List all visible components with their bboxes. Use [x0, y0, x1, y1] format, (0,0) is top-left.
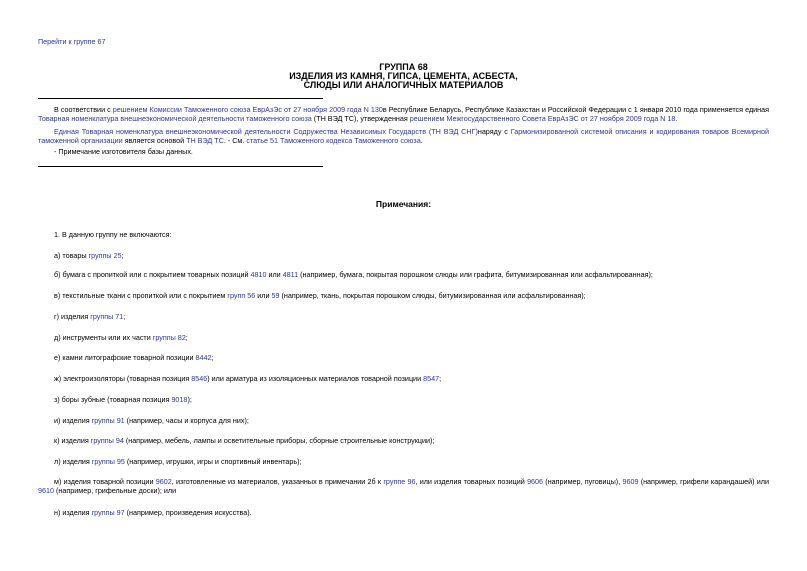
note-text: ;: [121, 251, 124, 260]
note-text: (например, игрушки, игры и спортивный инвентарь);: [124, 457, 302, 466]
note-text: ) или арматура из изоляционных материалов товарной позиции: [207, 374, 424, 383]
note-text: , изготовленные из материалов, указанных в примечании 2б к: [171, 477, 384, 486]
note-text: (например, грифели карандашей) или: [638, 477, 769, 486]
note-text: ;: [439, 374, 442, 383]
divider-top: [38, 98, 323, 99]
group-subtitle-line2: СЛЮДЫ ИЛИ АНАЛОГИЧНЫХ МАТЕРИАЛОВ: [303, 80, 504, 90]
intro-text: . - См.: [223, 136, 247, 145]
group-94-link[interactable]: группы 94: [90, 436, 124, 445]
note-item-a: [54, 251, 769, 260]
group-91-link[interactable]: группы 91: [91, 416, 125, 425]
note-text: е) камни литографские товарной позиции: [54, 353, 196, 362]
note-text: а) товары: [54, 251, 89, 260]
note-text: );: [187, 395, 192, 404]
heading-4810-link[interactable]: 4810: [250, 270, 267, 279]
intro-text: В соответствии с: [54, 105, 113, 114]
heading-9609-link[interactable]: 9609: [622, 477, 639, 486]
note-text: (например, часы и корпуса для них);: [124, 416, 249, 425]
note-item-d: [54, 312, 769, 321]
note-text: з) боры зубные (товарная позиция: [54, 395, 172, 404]
note-item-i: [54, 416, 769, 425]
note-text: , или изделия товарных позиций: [415, 477, 528, 486]
note-text: ж) электроизоляторы (товарная позиция: [54, 374, 192, 383]
note-text: ;: [185, 333, 188, 342]
intro-text: .: [420, 136, 423, 145]
note-text: (например, пуговицы),: [543, 477, 623, 486]
note-text: б) бумага с пропиткой или с покрытием товарных позиций: [54, 270, 251, 279]
prev-group-link[interactable]: Перейти к группе 67: [38, 37, 106, 46]
group-95-link[interactable]: группы 95: [91, 457, 125, 466]
note-text: (например, произведения искусства).: [124, 508, 252, 517]
group-56-link[interactable]: групп 56: [227, 291, 256, 300]
heading-8546-link[interactable]: 8546: [191, 374, 208, 383]
group-82-link[interactable]: группы 82: [152, 333, 186, 342]
heading-8547-link[interactable]: 8547: [423, 374, 440, 383]
note-text: (например, ткань, покрытая порошком слюды, битумизированная или асфальтированная);: [279, 291, 586, 300]
note-item-e: [54, 333, 769, 342]
note-text: или: [255, 291, 272, 300]
note-item-g: [54, 374, 769, 383]
intro-text: .: [675, 114, 678, 123]
tn-ved-ts-link[interactable]: Товарная номенклатура внешнеэкономической деятельности таможенного союза: [38, 114, 312, 123]
group-25-link[interactable]: группы 25: [88, 251, 122, 260]
decision-130-link[interactable]: решением Комиссии Таможенного союза ЕврАзЭс от 27 ноября 2009 года N 130: [112, 105, 383, 114]
note-text: в) текстильные ткани с пропиткой или с покрытием: [54, 291, 228, 300]
group-title: ГРУППА 68: [379, 62, 428, 72]
group-59-link[interactable]: 59: [271, 291, 280, 300]
tn-ved-ts-link-2[interactable]: ТН ВЭД ТС: [186, 136, 224, 145]
note-text: г) изделия: [54, 312, 91, 321]
heading-9602-link[interactable]: 9602: [155, 477, 172, 486]
customs-code-article-51-link[interactable]: статье 51 Таможенного кодекса Таможенного союза: [246, 136, 421, 145]
note-text: к) изделия: [54, 436, 91, 445]
group-96-link[interactable]: группе 96: [383, 477, 416, 486]
note-item-b: [54, 270, 769, 279]
heading-9018-link[interactable]: 9018: [171, 395, 188, 404]
decision-18-link[interactable]: решением Межгосударственного Совета ЕврАзЭС от 27 ноября 2009 года N 18: [409, 114, 676, 123]
intro-text: наряду с: [477, 127, 511, 136]
note-text: ;: [123, 312, 126, 321]
note-text: (например, грифельные доски); или: [54, 486, 177, 495]
heading-9606-link[interactable]: 9606: [527, 477, 544, 486]
note-text: ;: [211, 353, 214, 362]
intro-text: является основой: [122, 136, 187, 145]
heading-8442-link[interactable]: 8442: [195, 353, 212, 362]
note-text: д) инструменты или их части: [54, 333, 153, 342]
notes-heading: Примечания:: [375, 199, 432, 209]
note-text: или: [266, 270, 283, 279]
note-1-intro: 1. В данную группу не включаются:: [54, 230, 172, 239]
note-text: н) изделия: [54, 508, 92, 517]
tn-ved-sng-link[interactable]: Единая Товарная номенклатура внешнеэкономической деятельности Содружества Независимых Государств (ТН ВЭД СНГ): [54, 127, 478, 136]
note-text: (например, бумага, покрытая порошком слюды или графита, битумизированная или асфальтированная);: [298, 270, 653, 279]
note-text: (например, мебель, лампы и осветительные приборы, сборные строительные конструкции);: [123, 436, 435, 445]
harmonized-system-link[interactable]: Гармонизированной системой описания и кодирования товаров Всемирной таможенной организации: [38, 127, 769, 145]
group-97-link[interactable]: группы 97: [91, 508, 125, 517]
note-item-m: [54, 508, 769, 517]
intro-text: (ТН ВЭД ТС), утвержденная: [311, 114, 410, 123]
note-text: л) изделия: [54, 457, 92, 466]
intro-paragraph-2: [38, 127, 769, 145]
note-text: м) изделия товарной позиции: [54, 477, 156, 486]
note-item-j: [54, 436, 769, 445]
note-item-h: [54, 395, 769, 404]
note-item-c: [54, 291, 769, 300]
note-item-l: [38, 477, 769, 495]
heading-4811-link[interactable]: 4811: [282, 270, 299, 279]
intro-text: в Республике Беларусь, Республике Казахстан и Российской Федерации с 1 января 2010 года применяется единая: [382, 105, 770, 114]
heading-9610-link[interactable]: 9610: [38, 486, 54, 495]
db-maker-note: - Примечание изготовителя базы данных.: [54, 147, 193, 156]
divider-bottom: [38, 166, 323, 167]
group-71-link[interactable]: группы 71: [90, 312, 124, 321]
group-subtitle-line1: ИЗДЕЛИЯ ИЗ КАМНЯ, ГИПСА, ЦЕМЕНТА, АСБЕСТА,: [289, 71, 518, 81]
intro-paragraph-1: [38, 105, 769, 123]
note-text: и) изделия: [54, 416, 92, 425]
note-item-k: [54, 457, 769, 466]
note-item-f: [54, 353, 769, 362]
